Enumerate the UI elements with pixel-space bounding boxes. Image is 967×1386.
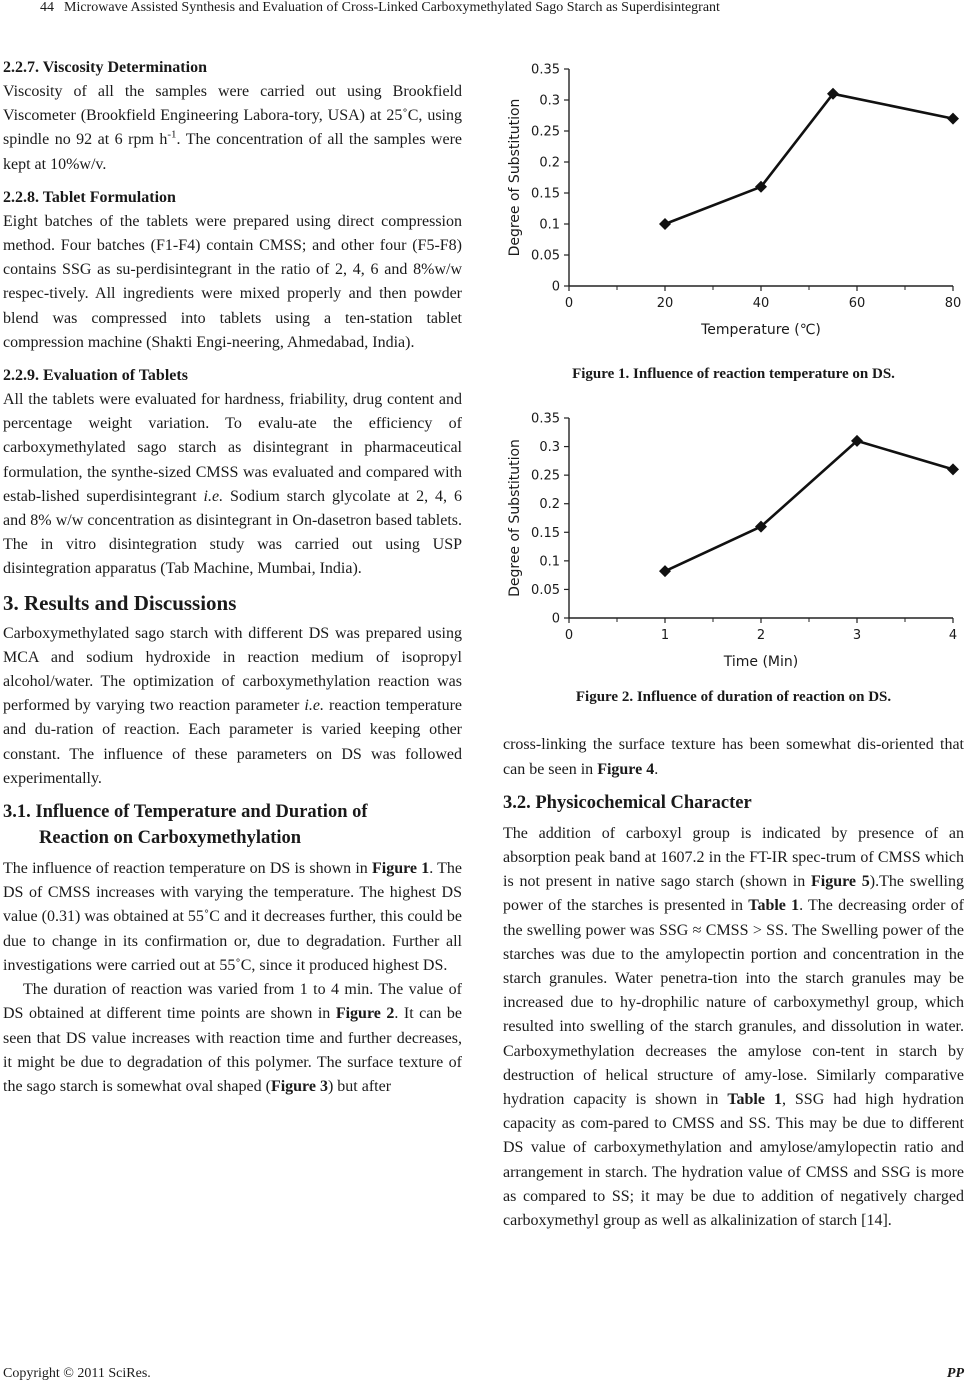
y-axis-label: Degree of Substitution — [507, 98, 523, 257]
series-line — [665, 441, 953, 571]
continued-paragraph: cross-linking the surface texture has been somewhat dis-oriented that can be seen in Figure 4. — [503, 736, 964, 778]
data-point — [947, 113, 959, 125]
journal-abbreviation: PP — [946, 1366, 964, 1381]
y-tick-label: 0.35 — [531, 62, 560, 78]
page-number: 44 — [40, 0, 54, 15]
section-3-text: Carboxymethylated sago starch with different DS was prepared using MCA and sodium hydroxide in reaction medium of isopropyl alcohol/water. The optimization of carboxymethylation reaction was performed by varying two reaction parameter i.e. reaction temperature and du-ration of reaction. Each parameter is varied keeping other constant. The influence of these parameters on DS was followed experimentally. — [3, 624, 463, 787]
section-2-2-9-text: All the tablets were evaluated for hardness, friability, drug content and percentage weight variation. To evalu-ate the efficiency of carboxymethylated sago starch as disintegrant in pharmaceutical formulation, the synthe-sized CMSS was evaluated and compared with estab-lished superdisintegrant i.e. Sodium starch glycolate at 2, 4, 6 and 8% w/w concentration as disintegrant in On-dasetron based tablets. The in vitro disintegration study was carried out using USP disintegration apparatus (Tab Machine, Mumbai, India). — [3, 391, 462, 578]
y-tick-label: 0.3 — [539, 440, 560, 456]
right-column — [503, 56, 964, 1233]
x-tick-label: 40 — [752, 296, 770, 311]
running-title: Microwave Assisted Synthesis and Evaluation of Cross-Linked Carboxymethylated Sago Starch as Superdisintegrant — [64, 0, 720, 15]
y-tick-label: 0.3 — [539, 93, 560, 109]
section-2-2-7-text: Viscosity of all the samples were carried out using Brookfield Viscometer (Brookfield Engineering Labora-tory, USA) at 25˚C, using spindle no 92 at 6 rpm $h^{-1}$. The concentration of all the samples were kept at 10%w/v. — [3, 83, 463, 173]
figure-1-chart — [503, 56, 964, 346]
x-tick-label: 1 — [660, 628, 670, 644]
y-tick-label: 0.15 — [531, 525, 560, 541]
section-2-2-8-heading: 2.2.8. Tablet Formulation — [3, 188, 176, 206]
figure-5-reference[interactable]: Figure 5 — [810, 873, 870, 891]
figure-1 — [503, 56, 964, 346]
figure-2 — [503, 404, 964, 676]
x-tick-label: 2 — [756, 628, 766, 644]
x-tick-label: 60 — [848, 296, 866, 311]
section-3-1-paragraph-1: The influence of reaction temperature on DS is shown in Figure 1. The DS of CMSS increases with varying the temperature. The highest DS value (0.31) was obtained at 55˚C and it decreases further, this could be due to change in its confirmation or, due to degradation. Further all investigations were carried out at 55˚C, since it produced highest DS. — [3, 860, 463, 974]
section-2-2-9-heading: 2.2.9. Evaluation of Tablets — [3, 367, 188, 385]
section-3-2-heading: 3.2. Physicochemical Character — [503, 792, 752, 813]
y-tick-label: 0.25 — [531, 468, 560, 484]
y-tick-label: 0 — [551, 611, 560, 627]
figure-4-reference[interactable]: Figure 4 — [597, 760, 655, 778]
table-1-reference[interactable]: Table 1 — [748, 897, 800, 915]
figure-1-reference[interactable]: Figure 1 — [371, 860, 430, 878]
figure-2-caption: Figure 2. Influence of duration of reaction on DS. — [575, 689, 892, 706]
x-axis-label: Temperature (℃) — [701, 322, 821, 338]
x-axis-label: Time (Min) — [723, 654, 799, 671]
y-tick-label: 0.15 — [531, 186, 560, 202]
figure-2-chart — [503, 404, 964, 676]
copyright-notice: Copyright © 2011 SciRes. — [3, 1366, 151, 1381]
running-header — [0, 0, 967, 22]
figure-3-reference[interactable]: Figure 3 — [270, 1077, 328, 1095]
data-point — [659, 218, 671, 230]
y-tick-label: 0.1 — [539, 554, 560, 570]
x-tick-label: 3 — [852, 628, 862, 644]
y-tick-label: 0.35 — [531, 411, 560, 427]
y-tick-label: 0.2 — [539, 155, 560, 171]
figure-2-reference[interactable]: Figure 2 — [335, 1005, 395, 1023]
y-axis-label: Degree of Substitution — [507, 439, 523, 598]
y-tick-label: 0.2 — [539, 497, 560, 513]
x-tick-label: 0 — [564, 296, 574, 311]
x-tick-label: 4 — [948, 628, 958, 644]
x-tick-label: 20 — [656, 296, 674, 311]
data-point — [947, 464, 959, 476]
series-line — [665, 94, 953, 224]
y-tick-label: 0.05 — [531, 583, 560, 599]
x-tick-label: 80 — [944, 296, 962, 311]
section-3-heading: 3. Results and Discussions — [3, 590, 237, 615]
page-footer — [3, 1366, 964, 1382]
left-column — [3, 56, 462, 1099]
section-2-2-8-text: Eight batches of the tablets were prepared using direct compression method. Four batches (F1-F4) contain CMSS; and other four (F5-F8) contains SSG as su-perdisintegrant in the ratio of 2, 4, 6 and 8%w/w respec-tively. All ingredients were mixed properly and then powder blend was compressed into tablets using a ten-station tablet compression machine (Shakti Engi-neering, Ahmedabad, India). — [3, 212, 462, 351]
figure-1-caption: Figure 1. Influence of reaction temperature on DS. — [572, 366, 895, 382]
x-tick-label: 0 — [564, 628, 574, 644]
data-point — [659, 565, 671, 577]
table-1-reference-2[interactable]: Table 1 — [727, 1091, 782, 1109]
section-3-1-heading: 3.1. Influence of Temperature and Duration of Reaction on Carboxymethylation — [3, 802, 368, 849]
y-tick-label: 0.1 — [539, 217, 560, 233]
section-3-2-text: The addition of carboxyl group is indicated by presence of an absorption peak band at 1607.2 in the FT-IR spec-trum of CMSS which is not present in native sago starch (shown in Figure 5).The swelling power of the starches is presented in Table 1. The decreasing order of the swelling power was SSG ≈ CMSS > SS. The Swelling power of the starches was due to the amylopectin portion and concentration in the starch granules. Water penetra-tion into the starch granules may be increased due to hy-drophilic nature of carboxymethyl group, which resulted into swelling of the starch granules, and dissolution in water. Carboxymethylation decreases the amylose con-tent in starch by destruction of helical structure of amy-lose. Similarly comparative hydration capacity is shown in Table 1, SSG had high hydration capacity as com-pared to CMSS and SS. This may be due to different DS value of carboxymethylation and amylose/amylopectin ratio and arrangement in starch. The hydration value of CMSS and SSG is more as compared to SS; it may be due to addition of negatively charged carboxymethyl group as well as alkalinization of starch [14]. — [503, 824, 965, 1230]
section-3-1-paragraph-2: The duration of reaction was varied from 1 to 4 min. The value of DS obtained at different time points are shown in Figure 2. It can be seen that DS value increases with reaction time and further decreases, it might be due to degradation of this polymer. The surface texture of the sago starch is somewhat oval shaped (Figure 3) but after — [3, 981, 462, 1095]
section-2-2-7-heading: 2.2.7. Viscosity Determination — [3, 59, 207, 76]
y-tick-label: 0.05 — [531, 248, 560, 264]
y-tick-label: 0 — [551, 279, 560, 295]
y-tick-label: 0.25 — [531, 124, 560, 140]
